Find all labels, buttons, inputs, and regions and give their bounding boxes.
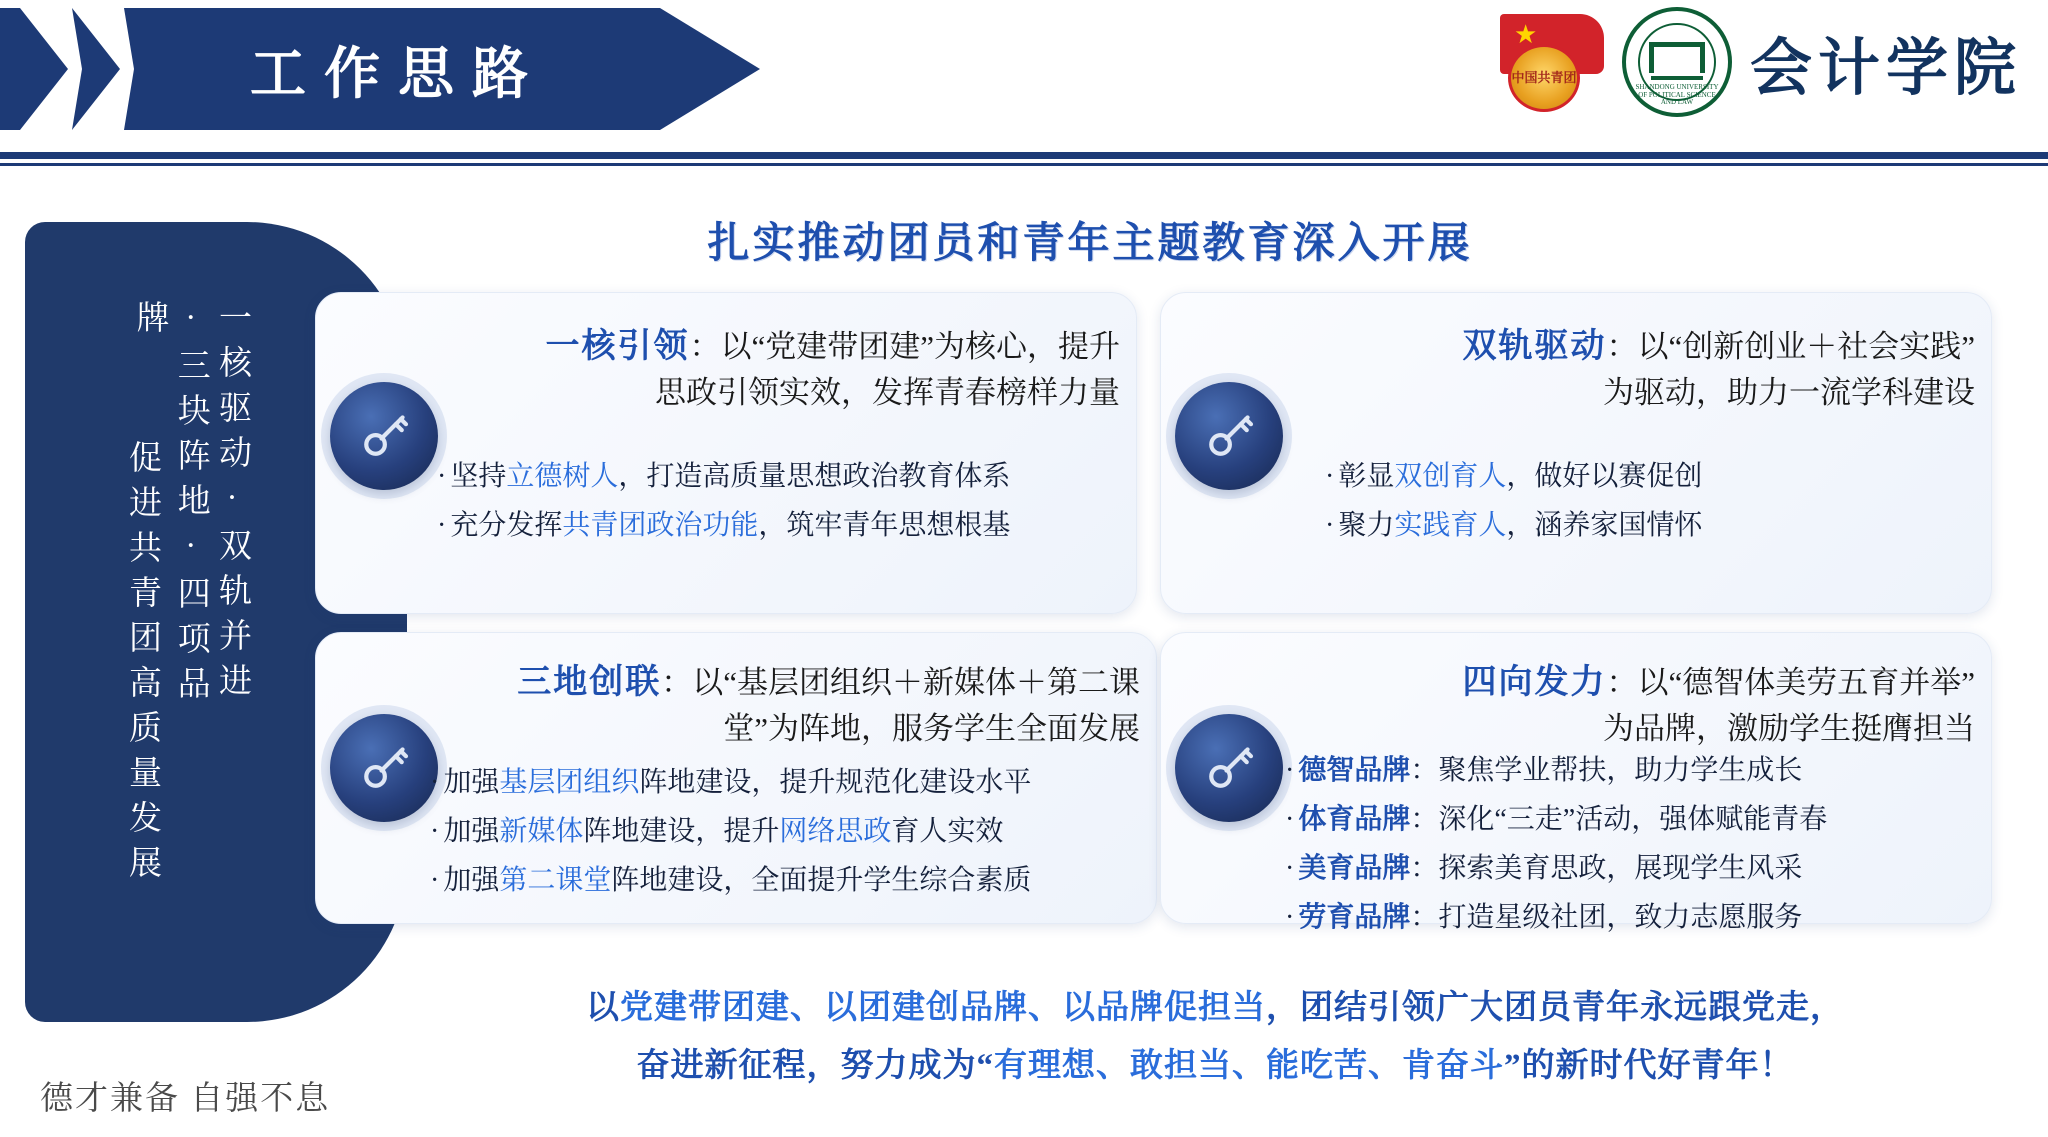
communist-youth-league-emblem-icon [1492,6,1604,118]
bullet-highlight-2: 网络思政 [779,816,892,847]
logo-group [1492,6,2028,118]
key-icon [330,382,438,490]
footer-line1-part2: ，团结引领广大团员青年永远跟党走， [1266,990,1844,1026]
list-item [1325,501,1965,550]
header-rule-thick [0,152,2048,159]
footer-line1-highlight: 党建带团建、以团建创品牌、以品牌促担当 [620,990,1266,1026]
bullet-highlight: 基层团组织 [499,767,640,798]
card-one-core-lead: 一核引领 [545,328,690,365]
bullet-highlight: 劳育品牌 [1298,902,1411,933]
bullet-highlight: 共青团政治功能 [562,510,759,541]
bullet-dot: · [1325,461,1335,492]
footer-line2-part1: 奋进新征程，努力成为“ [636,1047,994,1084]
bullet-dot: · [430,767,440,798]
bullet-highlight: 美育品牌 [1298,853,1411,884]
bullet-pre: 加强 [443,767,500,798]
card-three-fields-head [430,658,1140,752]
bullet-pre: 加强 [443,816,500,847]
card-three-fields-lead: 三地创联 [517,664,662,701]
bullet-pre: 坚持 [450,461,507,492]
card-dual-track-head-line2: 为驱动，助力一流学科建设 [1603,375,1975,411]
list-item [430,758,1160,807]
list-item [437,501,1137,550]
page-header [0,0,2048,152]
bullet-highlight: 双创育人 [1394,461,1507,492]
list-item [1285,795,1985,844]
header-rule-thin [0,163,2048,166]
list-item [1285,893,1985,942]
list-item [430,807,1160,856]
list-item [1325,452,1965,501]
card-one-core-colon: ： [689,329,721,364]
bullet-post: 阵地建设，提升规范化建设水平 [639,767,1032,798]
key-icon [1175,382,1283,490]
bullet-highlight: 新媒体 [499,816,584,847]
key-icon [330,714,438,822]
list-item [1285,844,1985,893]
bullet-post: ：打造星级社团，致力志愿服务 [1410,902,1803,933]
bullet-post: 阵地建设，全面提升学生综合素质 [611,865,1032,896]
bullet-pre: 加强 [443,865,500,896]
emblem-bar [1651,76,1703,80]
card-one-core-head-line1: 以“党建带团建”为核心，提升 [720,329,1120,364]
list-item [430,856,1160,905]
card-three-fields-bullets [430,758,1160,905]
gate-icon [1649,42,1705,73]
card-four-directions-head-line2: 为品牌，激励学生挺膺担当 [1603,711,1975,747]
bullet-dot: · [1285,804,1295,835]
left-panel-line-2: 促进共青团高质量发展 [124,440,160,890]
bullet-highlight: 德智品牌 [1298,755,1411,786]
list-item [437,452,1137,501]
league-emblem-text: 中国共青团 [1508,44,1580,112]
school-name: 会计学院 [1749,34,2022,103]
bullet-dot: · [430,816,440,847]
card-four-directions-colon: ： [1606,665,1638,700]
card-dual-track-colon: ： [1606,329,1638,364]
school-motto: 德才兼备 自强不息 [40,1081,331,1117]
footer-line2-part2: ”的新时代好青年！ [1504,1047,1794,1084]
page-title: 工作思路 [250,44,546,106]
bullet-post: 阵地建设，提升 [583,816,780,847]
bullet-post-2: 育人实效 [891,816,1004,847]
bullet-highlight: 立德树人 [506,461,619,492]
card-one-core-bullets [437,452,1137,550]
card-one-core-head [430,322,1120,416]
bullet-dot: · [437,510,447,541]
card-four-directions-lead: 四向发力 [1462,664,1607,701]
bullet-post: ，筑牢青年思想根基 [758,510,1011,541]
bullet-pre: 充分发挥 [450,510,563,541]
bullet-dot: · [1325,510,1335,541]
bullet-dot: · [437,461,447,492]
card-three-fields-colon: ： [661,665,693,700]
bullet-highlight: 第二课堂 [499,865,612,896]
footer-slogan [420,980,2010,1096]
bullet-dot: · [430,865,440,896]
footer-line1-part1: 以 [586,990,620,1026]
card-three-fields-head-line2: 堂”为阵地，服务学生全面发展 [723,711,1140,747]
bullet-dot: · [1285,902,1295,933]
university-emblem-icon [1622,7,1732,117]
footer-line2-highlight: 有理想、敢担当、能吃苦、肯奋斗 [994,1047,1504,1084]
bullet-post: ，涵养家国情怀 [1506,510,1703,541]
card-dual-track-head [1275,322,1975,416]
main-heading: 扎实推动团员和青年主题教育深入开展 [707,221,1473,267]
bullet-highlight: 体育品牌 [1298,804,1411,835]
card-dual-track-bullets [1325,452,1965,550]
bullet-post: ：聚焦学业帮扶，助力学生成长 [1410,755,1803,786]
card-three-fields-head-line1: 以“基层团组织＋新媒体＋第二课 [692,665,1140,700]
star-icon: ★ [1513,20,1538,49]
key-icon [1175,714,1283,822]
list-item [1285,746,1985,795]
bullet-post: ，打造高质量思想政治教育体系 [618,461,1011,492]
card-four-directions-head [1275,658,1975,752]
bullet-post: ：深化“三走”活动，强体赋能青春 [1410,804,1828,835]
bullet-dot: · [1285,853,1295,884]
bullet-highlight: 实践育人 [1394,510,1507,541]
bullet-pre: 彰显 [1338,461,1395,492]
bullet-post: ，做好以赛促创 [1506,461,1703,492]
university-emblem-en: SHANDONG UNIVERSITY OF POLITICAL SCIENCE AND LAW [1635,82,1719,107]
card-one-core-head-line2: 思政引领实效，发挥青春榜样力量 [655,375,1120,411]
bullet-post: ：探索美育思政，展现学生风采 [1410,853,1803,884]
card-dual-track-head-line1: 以“创新创业＋社会实践” [1637,329,1975,364]
card-dual-track-lead: 双轨驱动 [1462,328,1607,365]
left-panel-line-1: 一核驱动·双轨并进·三块阵地·四项品牌 [131,300,250,711]
card-four-directions-head-line1: 以“德智体美劳五育并举” [1637,665,1975,700]
bullet-pre: 聚力 [1338,510,1395,541]
card-four-directions-bullets [1285,746,1985,942]
bullet-dot: · [1285,755,1295,786]
